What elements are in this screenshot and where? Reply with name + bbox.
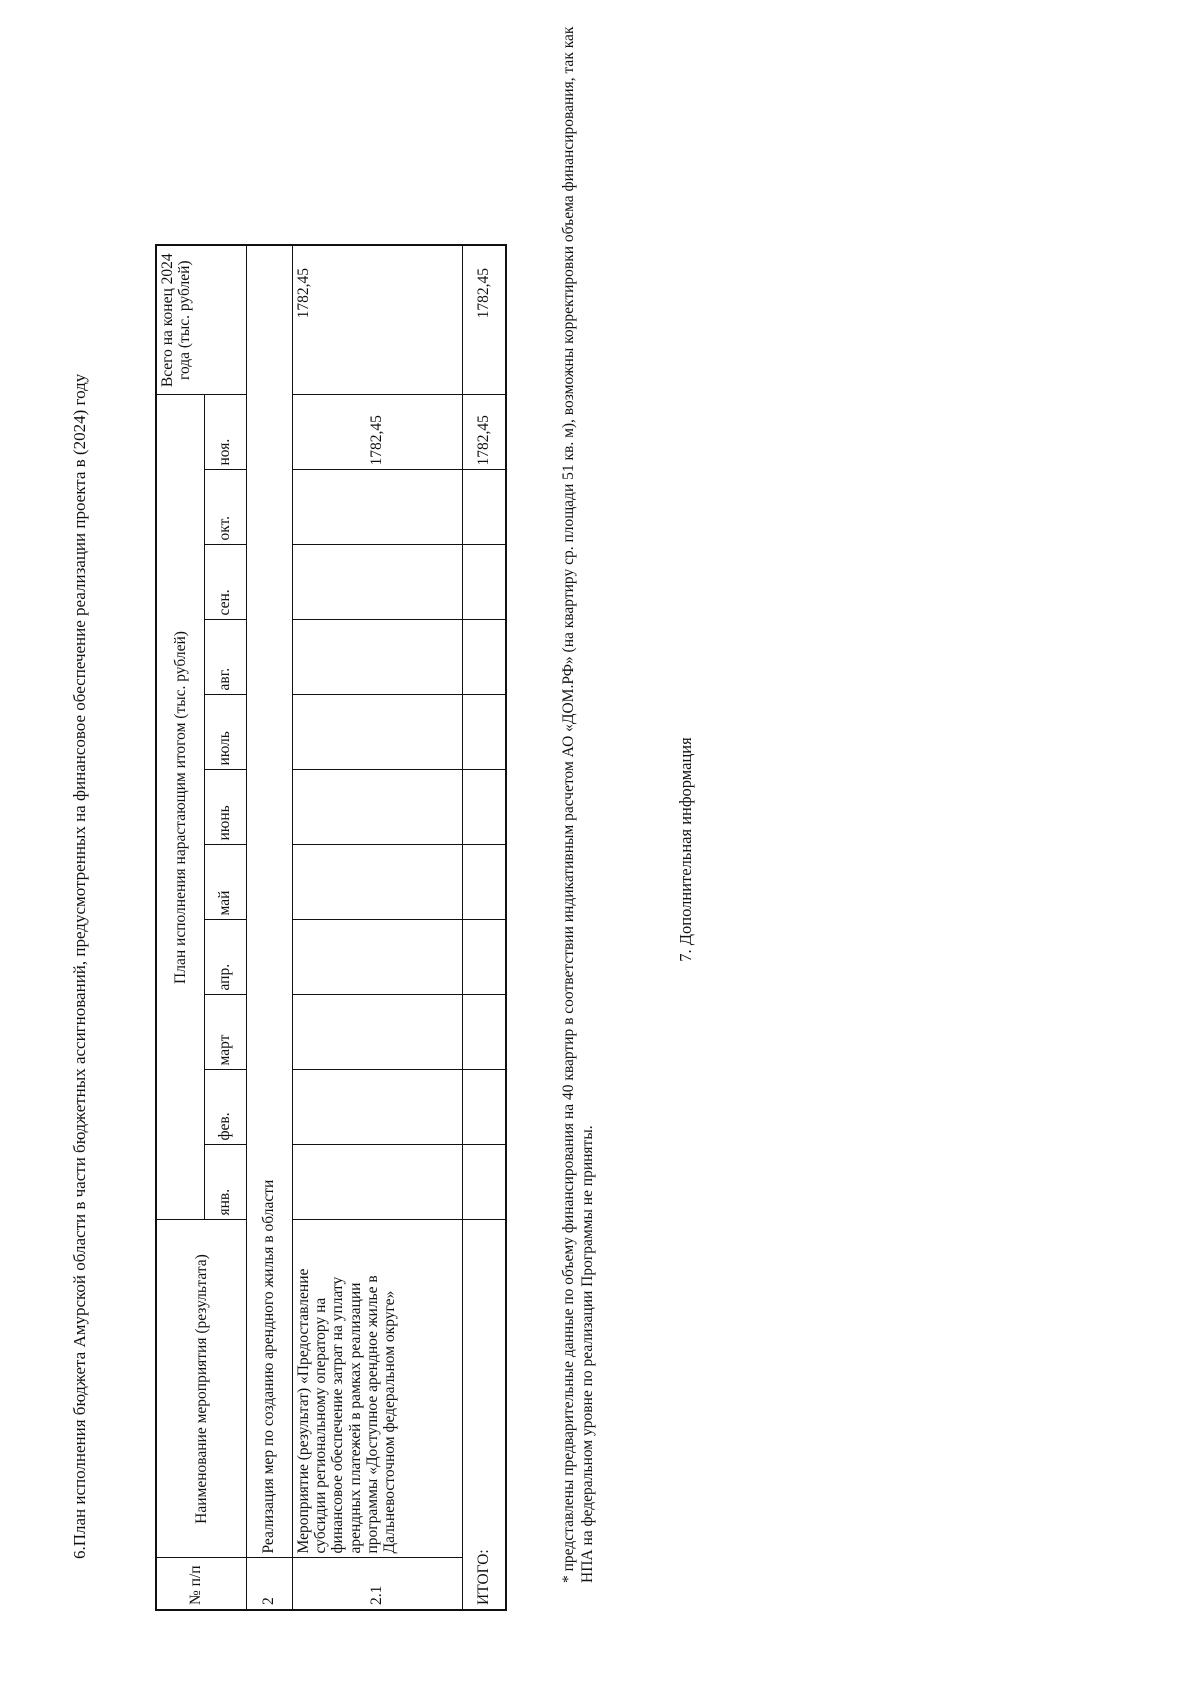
itogo-cell-empty xyxy=(462,845,506,920)
header-month: июнь xyxy=(204,770,246,845)
header-month: июль xyxy=(204,695,246,770)
header-plan-group: План исполнения нарастающим итогом (тыс. рублей) xyxy=(156,395,204,1220)
itogo-cell-empty xyxy=(462,770,506,845)
row-num: 2.1 xyxy=(292,1558,462,1610)
header-total: Всего на конец 2024 года (тыс. рублей) xyxy=(156,245,246,395)
itogo-total-value: 1782,45 xyxy=(462,245,506,395)
row-cell-empty xyxy=(292,770,462,845)
row-cell-empty xyxy=(292,545,462,620)
header-month: ноя. xyxy=(204,395,246,470)
section-7-title: 7. Дополнительная информация xyxy=(676,737,695,962)
row-cell-empty xyxy=(292,845,462,920)
itogo-cell-empty xyxy=(462,695,506,770)
header-name: Наименование мероприятия (результата) xyxy=(156,1220,246,1558)
header-month: окт. xyxy=(204,470,246,545)
section-name: Реализация мер по созданию арендного жилья в области xyxy=(246,245,292,1558)
row-nov-value: 1782,45 xyxy=(292,395,462,470)
header-month: янв. xyxy=(204,1145,246,1220)
section-num: 2 xyxy=(246,1558,292,1610)
table-section-row xyxy=(246,245,292,1610)
itogo-nov-value: 1782,45 xyxy=(462,395,506,470)
itogo-cell-empty xyxy=(462,620,506,695)
itogo-cell-empty xyxy=(462,470,506,545)
header-month: авг. xyxy=(204,620,246,695)
row-total-value: 1782,45 xyxy=(292,245,462,395)
table-total-row xyxy=(462,245,506,1610)
row-cell-empty xyxy=(292,1070,462,1145)
header-num: № п/п xyxy=(156,1558,246,1610)
row-cell-empty xyxy=(292,920,462,995)
row-cell-empty xyxy=(292,470,462,545)
footnote: * представлены предварительные данные по объему финансирования на 40 квартир в соответствии индикативным расчетом АО «ДОМ.РФ» (на квартиру ср. площади 51 кв. м), возможны корректировки объема финансирования, так как НПА на федеральном уровне по реализации Программы не приняты. xyxy=(560,26,596,1583)
header-month: март xyxy=(204,995,246,1070)
table-header-row xyxy=(156,245,204,1610)
row-cell-empty xyxy=(292,695,462,770)
itogo-cell-empty xyxy=(462,545,506,620)
header-month: сен. xyxy=(204,545,246,620)
section-6-title: 6.План исполнения бюджета Амурской области в части бюджетных ассигнований, предусмотренных на финансовое обеспечение реализации проекта в (2024) году xyxy=(70,373,89,1559)
itogo-label: ИТОГО: xyxy=(462,1220,506,1610)
itogo-cell-empty xyxy=(462,1070,506,1145)
row-cell-empty xyxy=(292,995,462,1070)
header-month: фев. xyxy=(204,1070,246,1145)
itogo-cell-empty xyxy=(462,1145,506,1220)
itogo-cell-empty xyxy=(462,995,506,1070)
header-month: апр. xyxy=(204,920,246,995)
row-cell-empty xyxy=(292,620,462,695)
row-name: Мероприятие (результат) «Предоставление субсидии региональному оператору на финансовое обеспечение затрат на уплату арендных платежей в рамках реализации программы «Доступное арендное жилье в Дальневосточном федеральном округе» xyxy=(292,1220,462,1558)
table-row xyxy=(292,245,462,1610)
row-cell-empty xyxy=(292,1145,462,1220)
itogo-cell-empty xyxy=(462,920,506,995)
budget-plan-table xyxy=(155,244,507,1611)
header-month: май xyxy=(204,845,246,920)
